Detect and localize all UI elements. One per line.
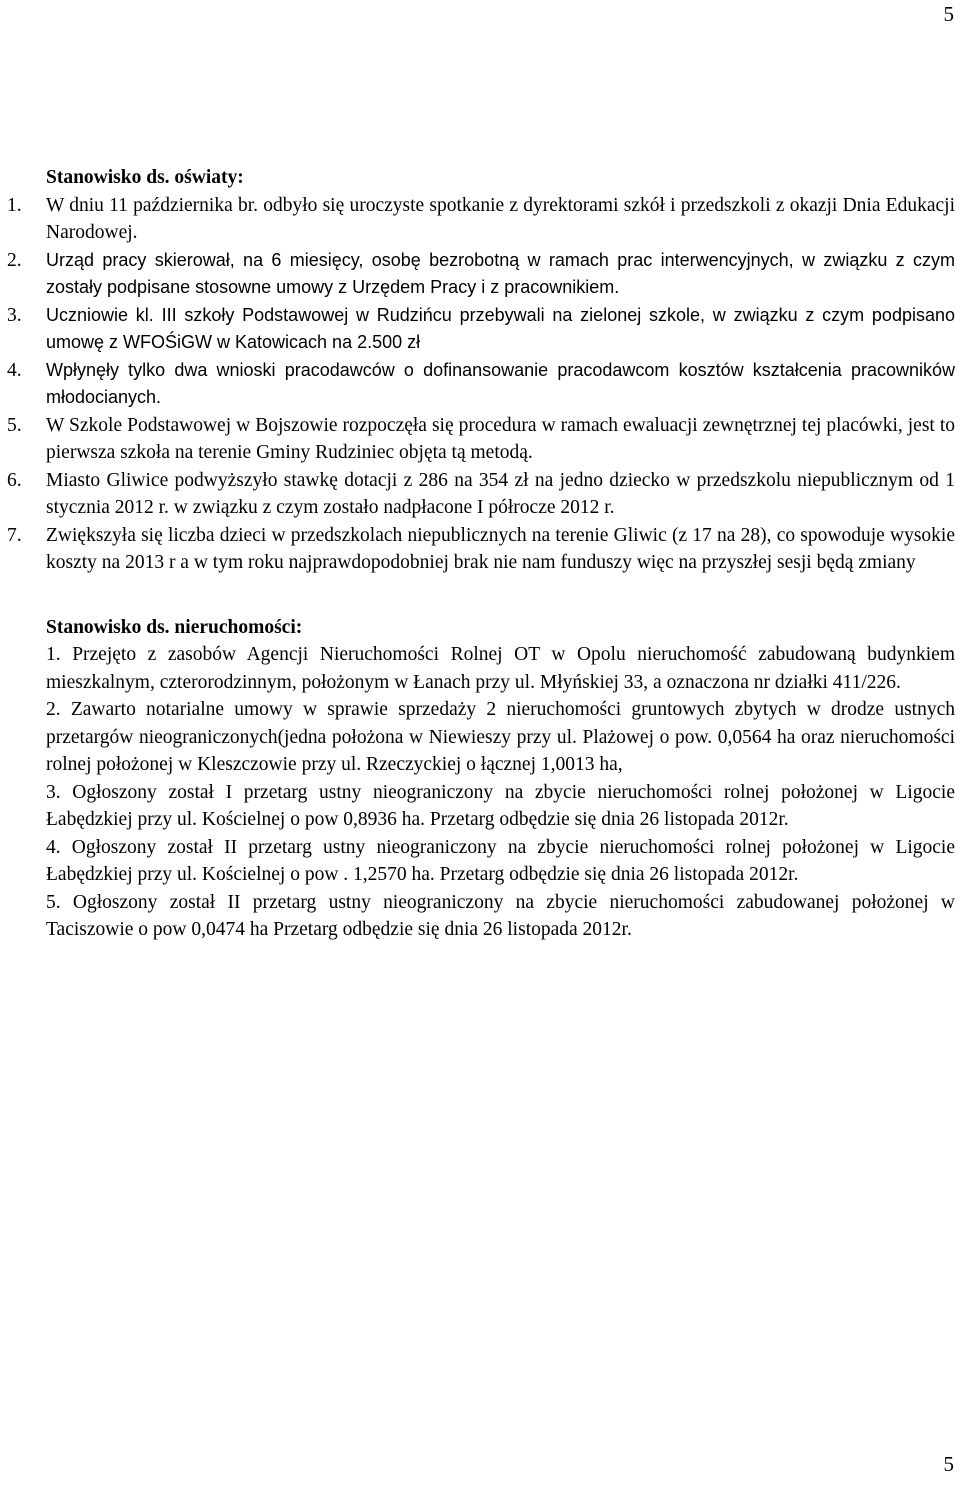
list-item: 5. Ogłoszony został II przetarg ustny nieograniczony na zbycie nieruchomości zabudowanej położonej w Taciszowie o pow 0,0474 ha Przetarg odbędzie się dnia 26 listopada 2012r. [46,891,955,940]
list-item: 5. W Szkole Podstawowej w Bojszowie rozpoczęła się procedura w ramach ewaluacji zewnętrznej tej placówki, jest to pierwsza szkoła na terenie Gminy Rudziniec objęta tą metodą. [7,414,955,463]
real-estate-heading: Stanowisko ds. nieruchomości: [46,616,303,638]
list-item: 7. Zwiększyła się liczba dzieci w przedszkolach niepublicznych na terenie Gliwic (z 17 na 28), co spowoduje wysokie koszty na 2013 r a w tym roku najprawdopodobniej brak nie nam funduszy więc na przyszłej sesji będą zmiany [7,524,955,573]
list-item: 6. Miasto Gliwice podwyższyło stawkę dotacji z 286 na 354 zł na jedno dziecko w przedszkolu niepublicznym od 1 stycznia 2012 r. w związku z czym zostało nadpłacone I półrocze 2012 r. [7,469,955,518]
education-list [7,192,955,577]
real-estate-list [7,641,955,944]
education-heading: Stanowisko ds. oświaty: [46,167,244,188]
document-body [7,164,955,944]
list-item: 3. Ogłoszony został I przetarg ustny nieograniczony na zbycie nieruchomości rolnej położonej w Ligocie Łabędzkiej przy ul. Kościelnej o pow 0,8936 ha. Przetarg odbędzie się dnia 26 listopada 2012r. [46,781,955,830]
page-number-top: 5 [943,2,954,26]
page-number-bottom: 5 [943,1452,954,1476]
list-item: 1. W dniu 11 października br. odbyło się uroczyste spotkanie z dyrektorami szkół i przedszkoli z okazji Dnia Edukacji Narodowej. [7,194,955,243]
list-item: 2. Urząd pracy skierował, na 6 miesięcy, osobę bezrobotną w ramach prac interwencyjnych, w związku z czym zostały podpisane stosowne umowy z Urzędem Pracy i z pracownikiem. [7,249,955,297]
list-item: 2. Zawarto notarialne umowy w sprawie sprzedaży 2 nieruchomości gruntowych zbytych w drodze ustnych przetargów nieograniczonych(jedna położona w Niewieszy przy ul. Plażowej o pow. 0,0564 ha oraz nieruchomości rolnej położonej w Kleszczowie przy ul. Rzeczyckiej o łącznej 1,0013 ha, [46,699,955,775]
list-item: 1. Przejęto z zasobów Agencji Nieruchomości Rolnej OT w Opolu nieruchomość zabudowaną budynkiem mieszkalnym, czterorodzinnym, położonym w Łanach przy ul. Młyńskiej 33, a oznaczona nr działki 411/226. [46,644,955,693]
list-item: 4. Ogłoszony został II przetarg ustny nieograniczony na zbycie nieruchomości rolnej położonej w Ligocie Łabędzkiej przy ul. Kościelnej o pow . 1,2570 ha. Przetarg odbędzie się dnia 26 listopada 2012r. [46,836,955,885]
list-item: 4. Wpłynęły tylko dwa wnioski pracodawców o dofinansowanie pracodawcom kosztów kształcenia pracowników młodocianych. [7,359,955,407]
list-item: 3. Uczniowie kl. III szkoły Podstawowej w Rudzińcu przebywali na zielonej szkole, w związku z czym podpisano umowę z WFOŚiGW w Katowicach na 2.500 zł [7,304,955,352]
